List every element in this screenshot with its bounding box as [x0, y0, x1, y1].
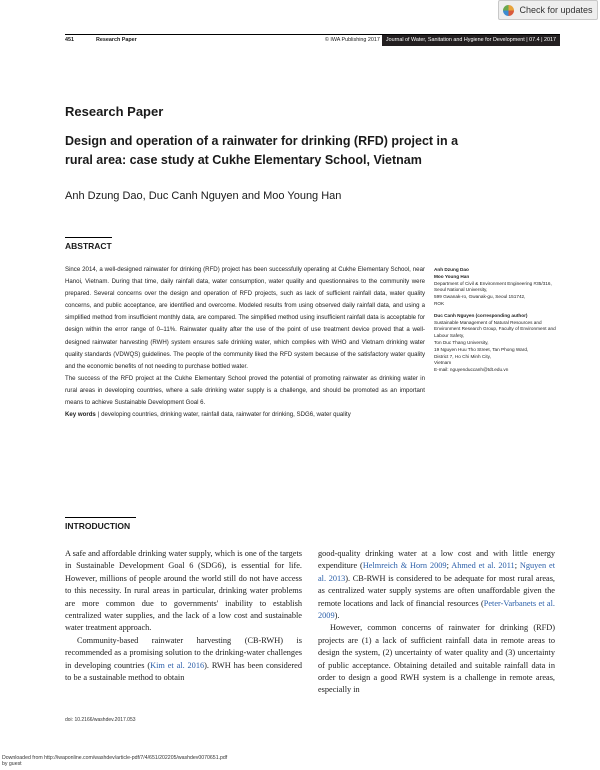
- article-title: Design and operation of a rainwater for drinking (RFD) project in a rural area: case study at Cukhe Elementary School, Vietnam: [65, 134, 459, 167]
- affil-line: Vietnam: [434, 360, 452, 366]
- intro-column-right: [318, 548, 555, 697]
- header-journal: Journal of Water, Sanitation and Hygiene for Development | 07.4 | 2017: [382, 35, 560, 46]
- intro-paragraph: good-quality drinking water at a low cost and with little energy expenditure (Helmreich & Horn 2009; Ahmed et al. 2011; Nguyen et al. 2013). CB-RWH is considered to be adequate for most rural areas, as centralized water supply systems are often unaffordable given the remote locations and lack of financial resources (Peter-Varbanets et al. 2009).: [318, 549, 556, 621]
- intro-paragraph: Community-based rainwater harvesting (CB-RWH) is recommended as a promising solution to the drinking-water challenges in developing countries (Kim et al. 2016). RWH has been considered to be a sustainable method to obtain: [65, 635, 302, 683]
- intro-paragraph: However, common concerns of rainwater for drinking (RFD) projects are (1) a lack of sufficient rainfall data in remote areas to design the system, (2) uncertainty of water quality and (3) uncertainty of public acceptance. Obtaining detailed and suitable rainfall data in order to design a good RWH system is a challenge in remote areas, especially in: [318, 623, 555, 695]
- author-affiliations: [434, 267, 564, 374]
- keywords-list: | developing countries, drinking water, rainfall data, rainwater for drinking, SDG6, water quality: [97, 411, 351, 419]
- check-for-updates-button[interactable]: [498, 0, 598, 20]
- citation-link[interactable]: Peter-Varbanets et al. 2009: [318, 598, 555, 621]
- introduction-heading: INTRODUCTION: [65, 517, 136, 531]
- article-authors: Anh Dzung Dao, Duc Canh Nguyen and Moo Young Han: [65, 190, 342, 202]
- keywords: [65, 409, 425, 421]
- check-updates-label: Check for updates: [519, 5, 593, 15]
- header-article-type: Research Paper: [96, 37, 137, 43]
- affil-line: Sustainable Management of Natural Resources and Environment Research Group, Faculty of Environment and Labour Safety,: [434, 319, 556, 339]
- citation-link[interactable]: Nguyen et al. 2013: [318, 561, 556, 583]
- affil-line: Seoul National University,: [434, 287, 488, 293]
- affil-line: Ton Duc Thang University,: [434, 339, 489, 345]
- header-copyright: © IWA Publishing 2017: [324, 37, 380, 43]
- running-header: [65, 34, 560, 46]
- download-url[interactable]: Downloaded from http://iwaponline.com/washdev/article-pdf/7/4/651/202205/washdev0070651.pdf: [2, 755, 228, 761]
- abstract-heading: ABSTRACT: [65, 237, 112, 251]
- citation-link[interactable]: Kim et al. 2016: [150, 660, 205, 670]
- doi-line: doi: 10.2166/washdev.2017.053: [65, 717, 136, 723]
- keywords-label: Key words: [65, 411, 96, 419]
- affil-author-name: Moo Young Han: [434, 273, 470, 279]
- download-by: by guest: [2, 761, 22, 768]
- intro-paragraph: A safe and affordable drinking water supply, which is one of the targets in Sustainable Development Goal 6 (SDG6), is essential for life. However, millions of people around the world still do not have access to this necessity. In rural areas in particular, drinking water problems are more common due to governments' inability to establish centralized water supplies, and the lack of a low cost and sustainable water treatment approach.: [65, 549, 302, 633]
- article-section-label: Research Paper: [65, 104, 164, 119]
- check-updates-icon: [503, 5, 514, 16]
- affil-line: Department of Civil & Environment Engineering #35/316,: [434, 280, 552, 286]
- abstract-body: [65, 264, 425, 421]
- intro-column-left: [65, 548, 302, 684]
- page-number: 451: [65, 37, 74, 43]
- download-notice: [2, 755, 227, 767]
- affil-corresponding-author: Duc Canh Nguyen (corresponding author): [434, 312, 528, 318]
- abstract-paragraph-2: The success of the RFD project at the Cukhe Elementary School proved the potential of promoting rainwater as drinking water in rural areas in developing countries, where a safe drinking water supply is a challenge, and should be promoted as an important means to achieve Sustainable Development Goal 6.: [65, 374, 425, 407]
- affil-line: District 7, Ho Chi Minh City,: [434, 353, 491, 359]
- citation-link[interactable]: Ahmed et al. 2011: [451, 561, 515, 571]
- abstract-paragraph-1: Since 2014, a well-designed rainwater for drinking (RFD) project has been successfully operating at Cukhe Elementary School, near Hanoi, Vietnam. During that time, daily rainfall data, water consumption, water quality and questionnaires to the community were prepared. Several concerns over the design and operation of RFD projects, such as lack of sufficient rainfall data, water quality concerns, and public acceptance, are identified and overcome. Modeled results from using observed daily rainfall data, and using a simplified method from insufficient monthly data, are compared. The simplified method using insufficient rainfall data is acceptable for design within the error range of 0–11%. Rainwater quality after the use of the point of use treatment device proved that a well-designed rainwater harvesting (RWH) system ensures safe drinking water, which complies with WHO and Vietnam drinking water quality standards (VDWQS) guidelines. The people of the community liked the RFD system because of the satisfactory water quality and the economic benefits of not needing to purchase bottled water.: [65, 266, 425, 370]
- affil-email[interactable]: E-mail: nguyenduccanh@tdt.edu.vn: [434, 367, 509, 373]
- affil-author-name: Anh Dzung Dao: [434, 267, 469, 272]
- affil-line: 599 Gwanak-ro, Gwanak-gu, Seoul 151742,: [434, 294, 526, 300]
- affil-line: ROK: [434, 300, 445, 306]
- citation-link[interactable]: Helmreich & Horn 2009: [362, 561, 447, 571]
- affil-line: 19 Nguyen Huu Tho Street, Tan Phong Ward,: [434, 346, 529, 352]
